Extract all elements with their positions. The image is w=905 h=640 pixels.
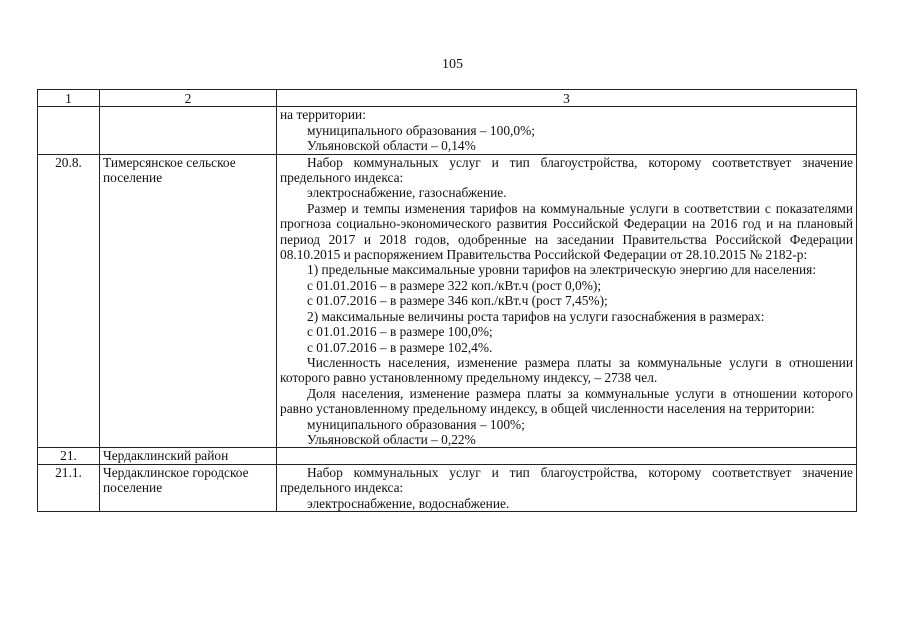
- paragraph: Ульяновской области – 0,22%: [307, 431, 476, 447]
- table-header-row: [38, 90, 857, 107]
- table-row: [38, 107, 857, 154]
- settlement-name: Чердаклинское городское поселение: [100, 464, 277, 511]
- district-name: Чердаклинский район: [100, 448, 277, 464]
- row-text: [277, 154, 857, 448]
- table-row: [38, 154, 857, 448]
- paragraph: с 01.07.2016 – в размере 102,4%.: [307, 339, 493, 355]
- paragraph: 1) предельные максимальные уровни тарифов на электрическую энергию для населения:: [307, 262, 817, 278]
- settlement-name: [100, 107, 277, 154]
- paragraph: Доля населения, изменение размера платы за коммунальные услуги в отношении которого равно установленному предельному индексу, в общей численности населения на территории:: [280, 385, 853, 417]
- tariff-table: [37, 89, 857, 512]
- row-number: 20.8.: [38, 154, 100, 448]
- table-row: [38, 448, 857, 464]
- paragraph: с 01.01.2016 – в размере 322 коп./кВт.ч (рост 0,0%);: [307, 277, 602, 293]
- row-text: [277, 448, 857, 464]
- paragraph: Набор коммунальных услуг и тип благоустройства, которому соответствует значение предельного индекса:: [280, 154, 853, 186]
- paragraph: с 01.07.2016 – в размере 346 коп./кВт.ч (рост 7,45%);: [307, 293, 608, 309]
- paragraph: с 01.01.2016 – в размере 100,0%;: [307, 324, 493, 340]
- row-text: [277, 464, 857, 511]
- text-line: муниципального образования – 100,0%;: [307, 122, 535, 138]
- text-line: Ульяновской области – 0,14%: [307, 138, 476, 154]
- paragraph: 2) максимальные величины роста тарифов на услуги газоснабжения в размерах:: [307, 308, 765, 324]
- paragraph: Размер и темпы изменения тарифов на коммунальные услуги в соответствии с показателями прогноза социально-экономического развития Российской Федерации на 2016 год и на плановый период 2017 и 2018 годов, одобренные на заседании Правительства Российской Федерации 08.10.2015 и распоряжением Правительства Российской Федерации от 28.10.2015 № 2182-р:: [280, 200, 853, 263]
- paragraph: электроснабжение, водоснабжение.: [307, 495, 510, 511]
- row-number: 21.: [38, 448, 100, 464]
- row-number: [38, 107, 100, 154]
- settlement-name: Тимерсянское сельское поселение: [100, 154, 277, 448]
- paragraph: Численность населения, изменение размера платы за коммунальные услуги в отношении которого равно установленному предельному индексу, – 2738 чел.: [280, 354, 853, 386]
- paragraph: муниципального образования – 100%;: [307, 416, 525, 432]
- header-cell: 1: [38, 90, 100, 107]
- row-number: 21.1.: [38, 464, 100, 511]
- header-cell: 3: [277, 90, 857, 107]
- text-line: на территории:: [280, 107, 366, 123]
- page-number: 105: [442, 57, 463, 72]
- header-cell: 2: [100, 90, 277, 107]
- paragraph: электроснабжение, газоснабжение.: [307, 185, 507, 201]
- row-text: [277, 107, 857, 154]
- paragraph: Набор коммунальных услуг и тип благоустройства, которому соответствует значение предельного индекса:: [280, 464, 853, 496]
- table-row: [38, 464, 857, 511]
